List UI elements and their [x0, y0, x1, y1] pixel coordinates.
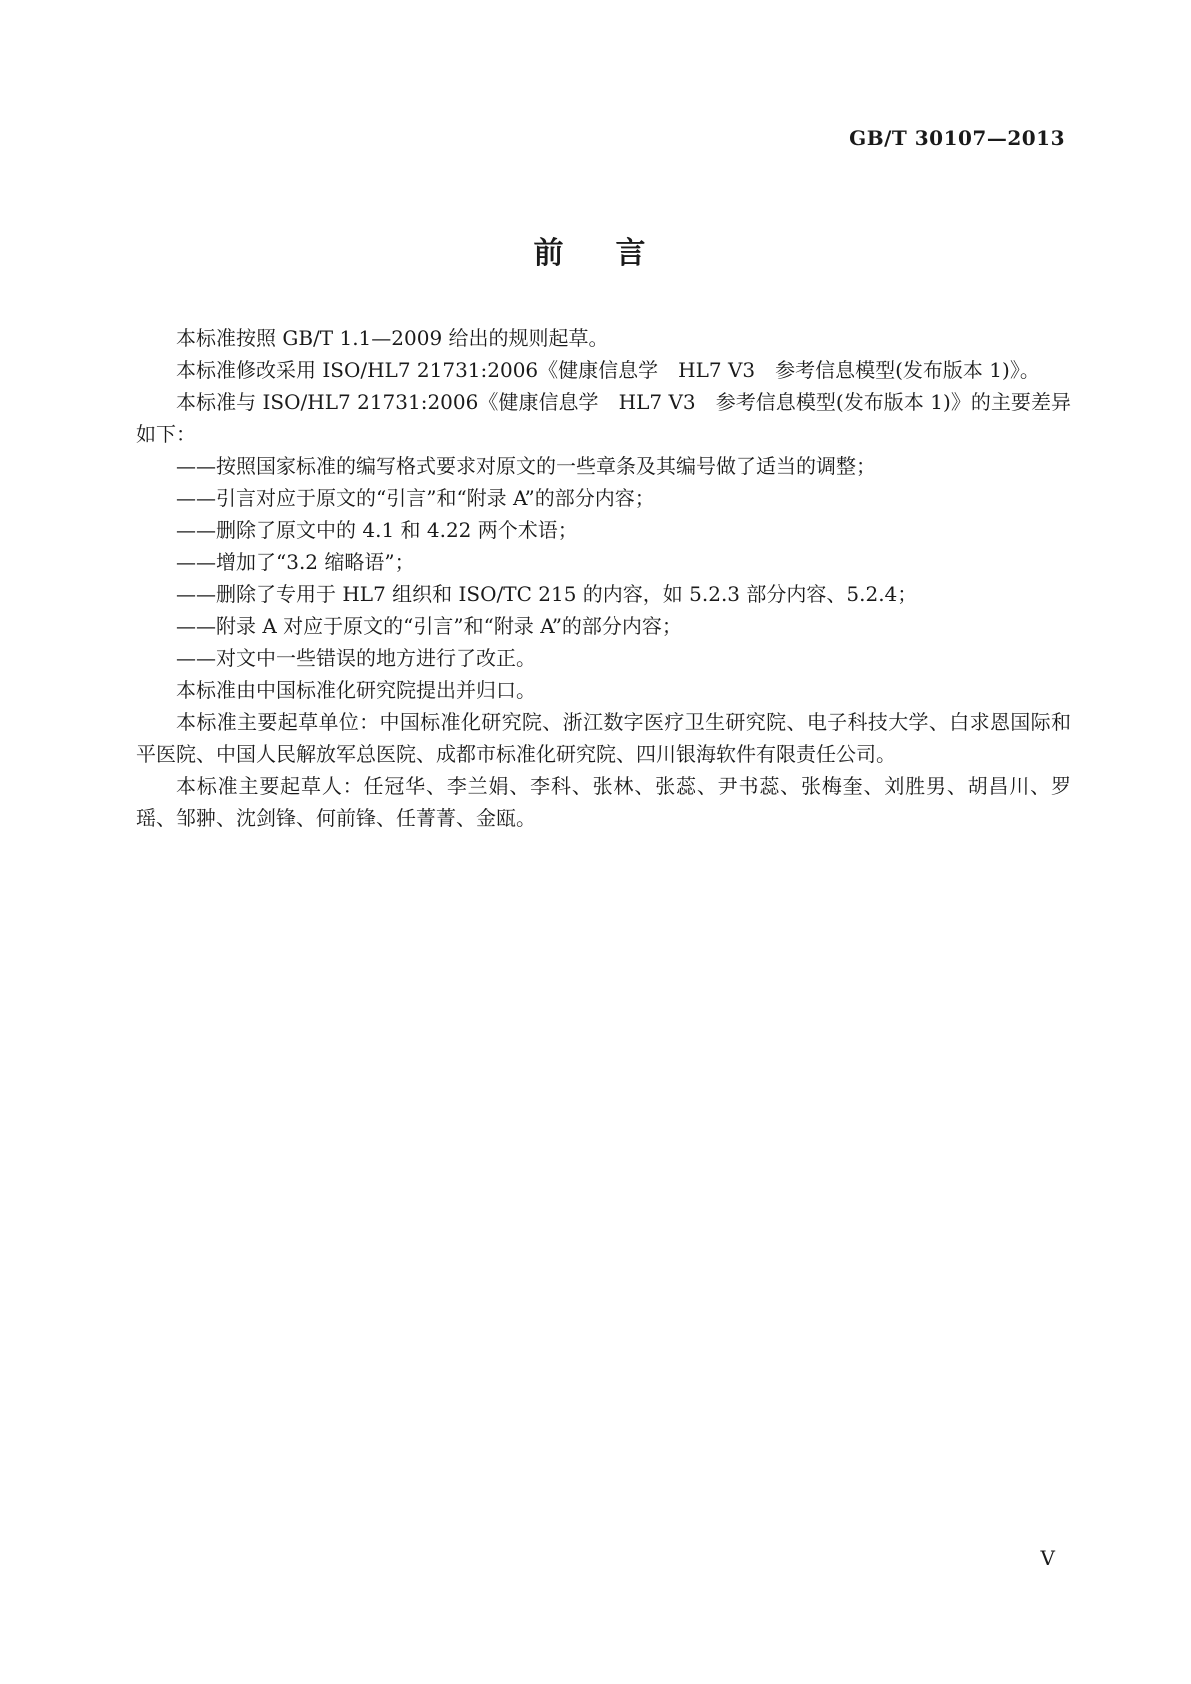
document-body [136, 322, 1071, 834]
list-item: ——对文中一些错误的地方进行了改正。 [176, 646, 536, 670]
list-item: ——增加了“3.2 缩略语”； [176, 550, 415, 574]
paragraph-differences-intro: 本标准与 ISO/HL7 21731:2006《健康信息学 HL7 V3 参考信息模型(发布版本 1)》的主要差异如下： [136, 390, 1071, 446]
list-item: ——删除了原文中的 4.1 和 4.22 两个术语； [176, 518, 578, 542]
list-item: ——删除了专用于 HL7 组织和 ISO/TC 215 的内容，如 5.2.3 部分内容、5.2.4； [176, 582, 918, 606]
paragraph-drafting-units: 本标准主要起草单位：中国标准化研究院、浙江数字医疗卫生研究院、电子科技大学、白求恩国际和平医院、中国人民解放军总医院、成都市标准化研究院、四川银海软件有限责任公司。 [136, 710, 1071, 766]
list-item: ——附录 A 对应于原文的“引言”和“附录 A”的部分内容； [176, 614, 682, 638]
paragraph-drafting-rules: 本标准按照 GB/T 1.1—2009 给出的规则起草。 [176, 326, 609, 350]
paragraph-drafters: 本标准主要起草人：任冠华、李兰娟、李科、张林、张蕊、尹书蕊、张梅奎、刘胜男、胡昌川、罗瑶、邹翀、沈剑锋、何前锋、任菁菁、金瓯。 [136, 774, 1071, 830]
paragraph-adoption: 本标准修改采用 ISO/HL7 21731:2006《健康信息学 HL7 V3 参考信息模型(发布版本 1)》。 [176, 358, 1040, 382]
standard-number: GB/T 30107—2013 [849, 126, 1065, 150]
page-number: V [1040, 1546, 1055, 1570]
list-item: ——按照国家标准的编写格式要求对原文的一些章条及其编号做了适当的调整； [176, 454, 876, 478]
list-item: ——引言对应于原文的“引言”和“附录 A”的部分内容； [176, 486, 655, 510]
paragraph-proposer: 本标准由中国标准化研究院提出并归口。 [176, 678, 536, 702]
page-title: 前言 [533, 236, 698, 271]
differences-list [136, 450, 1071, 674]
